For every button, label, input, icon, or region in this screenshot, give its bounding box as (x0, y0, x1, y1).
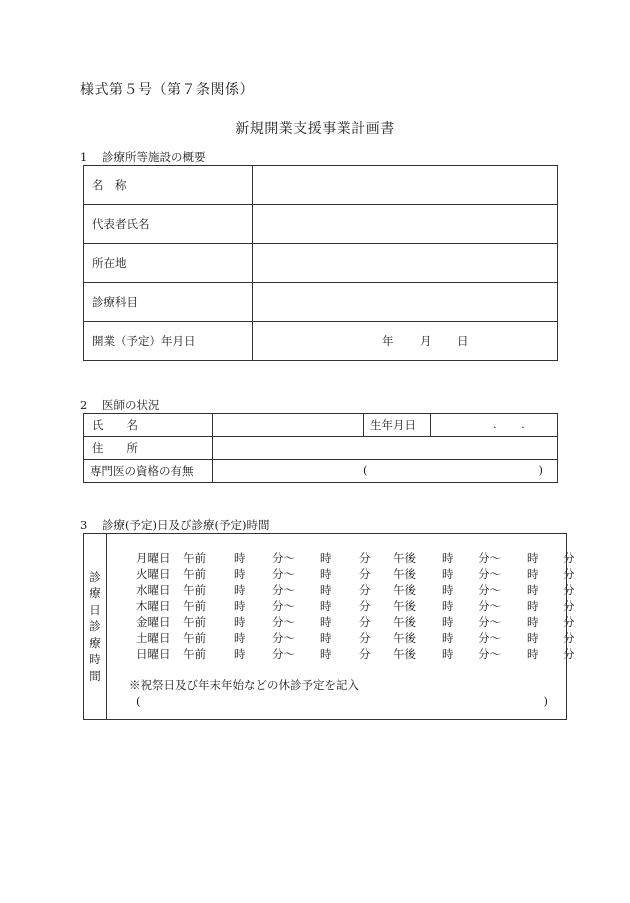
specialist-qualification-label: 専門医の資格の有無 (84, 460, 213, 483)
doctor-status-table (83, 413, 558, 483)
pm-label: 午後 (393, 631, 416, 645)
minute-unit: 分 (563, 631, 575, 645)
minute-to-unit: 分～ (272, 615, 295, 629)
birth-date-separator: . (521, 417, 525, 431)
am-label: 午前 (183, 567, 206, 581)
weekday-label: 火曜日 (136, 567, 171, 581)
am-label: 午前 (183, 583, 206, 597)
weekday-label: 木曜日 (136, 599, 171, 613)
section3-title: 診療(予定)日及び診療(予定)時間 (102, 518, 270, 532)
minute-to-unit: 分～ (272, 567, 295, 581)
minute-unit: 分 (359, 631, 371, 645)
hour-unit: 時 (234, 583, 246, 597)
table-row (84, 322, 558, 361)
section2-heading (80, 397, 160, 413)
opening-date-label: 開業（予定）年月日 (84, 322, 253, 361)
pm-label: 午後 (393, 647, 416, 661)
am-label: 午前 (183, 631, 206, 645)
hour-unit: 時 (527, 647, 539, 661)
minute-to-unit: 分～ (272, 647, 295, 661)
holiday-field[interactable] (136, 694, 548, 710)
doctor-name-label: 氏 名 (84, 414, 213, 437)
minute-to-unit: 分～ (272, 599, 295, 613)
opening-date-field[interactable] (253, 322, 558, 361)
hour-unit: 時 (234, 615, 246, 629)
table-row (84, 205, 558, 244)
weekday-label: 土曜日 (136, 631, 171, 645)
weekday-label: 月曜日 (136, 551, 171, 565)
am-label: 午前 (183, 647, 206, 661)
hour-unit: 時 (527, 583, 539, 597)
hour-unit: 時 (320, 615, 332, 629)
table-row (84, 244, 558, 283)
table-row (84, 166, 558, 205)
hour-unit: 時 (527, 615, 539, 629)
minute-unit: 分 (359, 551, 371, 565)
day-unit: 日 (457, 334, 469, 348)
minute-to-unit: 分～ (272, 583, 295, 597)
paren-open: ( (136, 694, 141, 708)
minute-to-unit: 分～ (272, 551, 295, 565)
vertical-char: 日 (89, 602, 101, 617)
hour-unit: 時 (234, 631, 246, 645)
section3-number: 3 (80, 518, 88, 532)
minute-unit: 分 (359, 647, 371, 661)
facility-name-field[interactable] (253, 166, 558, 205)
schedule-table (83, 533, 575, 720)
hour-unit: 時 (527, 599, 539, 613)
vertical-char: 時 (89, 652, 101, 667)
vertical-char: 療 (89, 586, 101, 601)
hour-unit: 時 (320, 551, 332, 565)
hour-unit: 時 (442, 599, 454, 613)
vertical-char: 療 (89, 635, 101, 650)
schedule-rows (136, 550, 576, 662)
minute-unit: 分 (563, 599, 575, 613)
hour-unit: 時 (234, 647, 246, 661)
facility-name-label: 名 称 (84, 166, 253, 205)
table-row (84, 437, 558, 460)
hour-unit: 時 (320, 567, 332, 581)
hour-unit: 時 (442, 567, 454, 581)
birth-date-label: 生年月日 (364, 414, 431, 437)
address-label: 住 所 (84, 437, 213, 460)
weekday-label: 金曜日 (136, 615, 171, 629)
representative-name-field[interactable] (253, 205, 558, 244)
weekday-label: 水曜日 (136, 583, 171, 597)
minute-to-unit: 分～ (478, 583, 501, 597)
paren-open: ( (363, 463, 368, 477)
birth-date-field[interactable] (431, 414, 558, 437)
section2-number: 2 (80, 398, 88, 412)
pm-label: 午後 (393, 567, 416, 581)
section1-title: 診療所等施設の概要 (102, 150, 206, 164)
schedule-row[interactable] (136, 582, 576, 598)
schedule-row[interactable] (136, 614, 576, 630)
am-label: 午前 (183, 551, 206, 565)
minute-unit: 分 (359, 615, 371, 629)
table-row (84, 414, 558, 437)
doctor-name-field[interactable] (213, 414, 364, 437)
minute-unit: 分 (359, 583, 371, 597)
minute-unit: 分 (563, 583, 575, 597)
schedule-row[interactable] (136, 566, 576, 582)
paren-close: ) (543, 694, 548, 708)
hour-unit: 時 (442, 647, 454, 661)
minute-unit: 分 (563, 551, 575, 565)
am-label: 午前 (183, 599, 206, 613)
hour-unit: 時 (320, 631, 332, 645)
minute-to-unit: 分～ (478, 599, 501, 613)
birth-date-separator: . (493, 417, 497, 431)
minute-to-unit: 分～ (478, 647, 501, 661)
document-title: 新規開業支援事業計画書 (235, 121, 395, 137)
holiday-note: ※祝祭日及び年末年始などの休診予定を記入 (129, 678, 359, 692)
hour-unit: 時 (442, 631, 454, 645)
hour-unit: 時 (442, 583, 454, 597)
facility-overview-table (83, 165, 558, 361)
table-row (84, 534, 567, 720)
pm-label: 午後 (393, 615, 416, 629)
hour-unit: 時 (320, 647, 332, 661)
year-unit: 年 (382, 334, 394, 348)
vertical-char: 診 (89, 619, 101, 634)
section1-number: 1 (80, 150, 88, 164)
table-row (84, 460, 558, 483)
minute-unit: 分 (563, 567, 575, 581)
hour-unit: 時 (234, 567, 246, 581)
location-field[interactable] (253, 244, 558, 283)
minute-to-unit: 分～ (478, 567, 501, 581)
paren-close: ) (538, 463, 543, 477)
hour-unit: 時 (442, 615, 454, 629)
pm-label: 午後 (393, 583, 416, 597)
vertical-char: 間 (89, 668, 101, 683)
hour-unit: 時 (527, 551, 539, 565)
form-number: 様式第５号（第７条関係） (80, 82, 254, 98)
vertical-char: 診 (89, 569, 101, 584)
schedule-row[interactable] (136, 550, 576, 566)
am-label: 午前 (183, 615, 206, 629)
departments-label: 診療科目 (84, 283, 253, 322)
hour-unit: 時 (320, 583, 332, 597)
weekday-label: 日曜日 (136, 647, 171, 661)
specialist-qualification-field[interactable] (213, 460, 558, 483)
section2-title: 医師の状況 (102, 398, 160, 412)
minute-to-unit: 分～ (272, 631, 295, 645)
departments-field[interactable] (253, 283, 558, 322)
schedule-row[interactable] (136, 598, 576, 614)
minute-unit: 分 (359, 599, 371, 613)
section1-heading (80, 149, 206, 165)
location-label: 所在地 (84, 244, 253, 283)
minute-unit: 分 (359, 567, 371, 581)
schedule-vertical-label (84, 534, 107, 720)
hour-unit: 時 (527, 567, 539, 581)
pm-label: 午後 (393, 551, 416, 565)
table-row (84, 283, 558, 322)
hour-unit: 時 (527, 631, 539, 645)
pm-label: 午後 (393, 599, 416, 613)
month-unit: 月 (420, 334, 432, 348)
hour-unit: 時 (234, 551, 246, 565)
representative-name-label: 代表者氏名 (84, 205, 253, 244)
minute-unit: 分 (563, 615, 575, 629)
address-field[interactable] (213, 437, 558, 460)
hour-unit: 時 (234, 599, 246, 613)
schedule-body (107, 534, 575, 720)
schedule-row[interactable] (136, 646, 576, 662)
minute-to-unit: 分～ (478, 551, 501, 565)
hour-unit: 時 (442, 551, 454, 565)
section3-heading (80, 517, 269, 533)
schedule-row[interactable] (136, 630, 576, 646)
minute-unit: 分 (563, 647, 575, 661)
minute-to-unit: 分～ (478, 615, 501, 629)
minute-to-unit: 分～ (478, 631, 501, 645)
hour-unit: 時 (320, 599, 332, 613)
